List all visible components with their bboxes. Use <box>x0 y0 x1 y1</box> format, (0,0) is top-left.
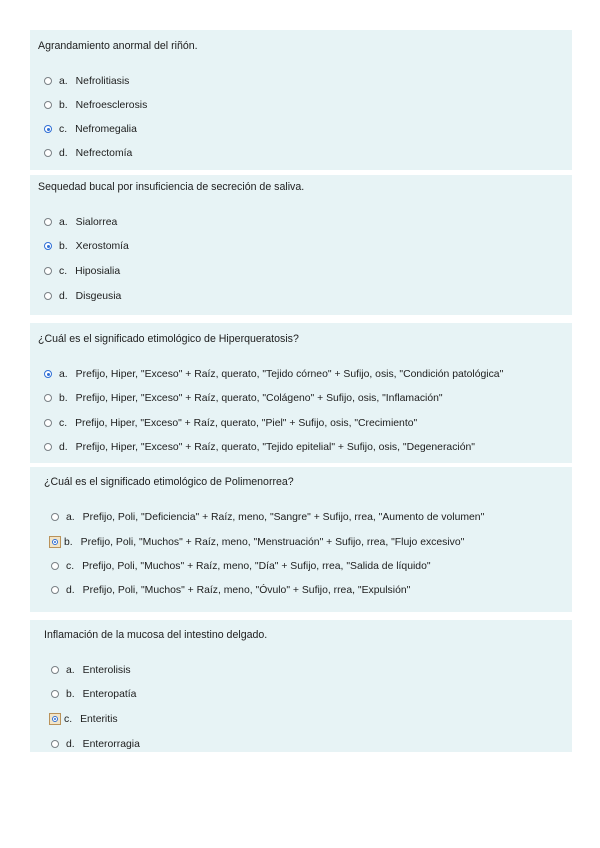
question-text: ¿Cuál es el significado etimológico de Polimenorrea? <box>44 476 294 488</box>
question-card-1 <box>30 30 572 170</box>
option-label: Hiposialia <box>75 265 121 277</box>
option-letter: d. <box>59 147 68 159</box>
option-letter: c. <box>59 265 68 277</box>
option-c[interactable] <box>51 558 431 574</box>
question-card-4 <box>30 467 572 612</box>
question-text: Inflamación de la mucosa del intestino delgado. <box>44 629 268 641</box>
radio-unchecked-icon[interactable] <box>44 292 52 300</box>
option-c[interactable] <box>44 121 137 137</box>
option-label: Nefroesclerosis <box>75 99 148 111</box>
radio-unchecked-icon[interactable] <box>44 443 52 451</box>
option-a[interactable] <box>44 73 129 89</box>
option-label: Prefijo, Poli, "Muchos" + Raíz, meno, "Óvulo" + Sufijo, rrea, "Expulsión" <box>82 584 411 596</box>
radio-unchecked-icon[interactable] <box>44 218 52 226</box>
option-letter: d. <box>59 441 68 453</box>
option-letter: a. <box>59 216 68 228</box>
option-letter: d. <box>59 290 68 302</box>
option-letter: d. <box>66 584 75 596</box>
radio-unchecked-icon[interactable] <box>44 419 52 427</box>
option-letter: b. <box>59 392 68 404</box>
radio-checked-icon[interactable] <box>44 370 52 378</box>
radio-unchecked-icon[interactable] <box>44 101 52 109</box>
option-label: Nefrectomía <box>75 147 133 159</box>
option-label: Sialorrea <box>75 216 118 228</box>
option-letter: a. <box>66 664 75 676</box>
option-letter: b. <box>66 688 75 700</box>
option-label: Prefijo, Hiper, "Exceso" + Raíz, querato, "Piel" + Sufijo, osis, "Crecimiento" <box>75 417 418 429</box>
option-label: Prefijo, Hiper, "Exceso" + Raíz, querato, "Tejido córneo" + Sufijo, osis, "Condición patológica" <box>75 368 504 380</box>
option-b[interactable] <box>44 238 129 254</box>
radio-checked-icon[interactable] <box>49 713 61 725</box>
option-label: Nefrolitiasis <box>75 75 130 87</box>
option-letter: b. <box>59 99 68 111</box>
radio-unchecked-icon[interactable] <box>44 149 52 157</box>
option-label: Prefijo, Hiper, "Exceso" + Raíz, querato, "Tejido epitelial" + Sufijo, osis, "Degeneración" <box>75 441 475 453</box>
option-b[interactable] <box>44 97 147 113</box>
option-letter: c. <box>59 123 68 135</box>
option-label: Prefijo, Poli, "Muchos" + Raíz, meno, "Menstruación" + Sufijo, rrea, "Flujo excesivo" <box>80 536 465 548</box>
option-label: Enteritis <box>80 713 118 725</box>
option-d[interactable] <box>44 439 475 455</box>
radio-unchecked-icon[interactable] <box>51 513 59 521</box>
option-letter: a. <box>66 511 75 523</box>
radio-unchecked-icon[interactable] <box>44 77 52 85</box>
question-card-3 <box>30 323 572 463</box>
question-text: Agrandamiento anormal del riñón. <box>38 40 198 52</box>
option-d[interactable] <box>44 288 121 304</box>
radio-checked-icon[interactable] <box>44 125 52 133</box>
option-letter: b. <box>59 240 68 252</box>
option-letter: c. <box>59 417 68 429</box>
option-d[interactable] <box>51 736 140 752</box>
radio-unchecked-icon[interactable] <box>44 394 52 402</box>
option-c[interactable] <box>44 263 120 279</box>
option-a[interactable] <box>51 509 484 525</box>
option-label: Xerostomía <box>75 240 129 252</box>
question-text: Sequedad bucal por insuficiencia de secreción de saliva. <box>38 181 305 193</box>
option-d[interactable] <box>44 145 132 161</box>
option-c[interactable] <box>44 415 417 431</box>
question-card-2 <box>30 175 572 315</box>
option-d[interactable] <box>51 582 410 598</box>
option-a[interactable] <box>44 214 117 230</box>
option-label: Enteropatía <box>82 688 137 700</box>
option-a[interactable] <box>44 366 503 382</box>
option-a[interactable] <box>51 662 131 678</box>
option-b[interactable] <box>51 534 464 550</box>
option-label: Enterolisis <box>82 664 131 676</box>
option-letter: c. <box>64 713 73 725</box>
radio-unchecked-icon[interactable] <box>51 586 59 594</box>
radio-unchecked-icon[interactable] <box>51 740 59 748</box>
option-b[interactable] <box>51 686 136 702</box>
option-letter: a. <box>59 75 68 87</box>
radio-unchecked-icon[interactable] <box>51 666 59 674</box>
radio-checked-icon[interactable] <box>44 242 52 250</box>
option-label: Prefijo, Hiper, "Exceso" + Raíz, querato, "Colágeno" + Sufijo, osis, "Inflamación" <box>75 392 443 404</box>
option-label: Nefromegalia <box>75 123 137 135</box>
option-letter: a. <box>59 368 68 380</box>
radio-checked-icon[interactable] <box>49 536 61 548</box>
option-b[interactable] <box>44 390 443 406</box>
option-letter: b. <box>64 536 73 548</box>
option-label: Prefijo, Poli, "Muchos" + Raíz, meno, "Día" + Sufijo, rrea, "Salida de líquido" <box>82 560 431 572</box>
option-label: Prefijo, Poli, "Deficiencia" + Raíz, meno, "Sangre" + Sufijo, rrea, "Aumento de volumen" <box>82 511 485 523</box>
radio-unchecked-icon[interactable] <box>51 562 59 570</box>
option-label: Enterorragia <box>82 738 140 750</box>
radio-unchecked-icon[interactable] <box>44 267 52 275</box>
option-label: Disgeusia <box>75 290 122 302</box>
option-letter: d. <box>66 738 75 750</box>
question-card-5 <box>30 620 572 752</box>
option-c[interactable] <box>51 711 118 727</box>
radio-unchecked-icon[interactable] <box>51 690 59 698</box>
question-text: ¿Cuál es el significado etimológico de Hiperqueratosis? <box>38 333 299 345</box>
option-letter: c. <box>66 560 75 572</box>
